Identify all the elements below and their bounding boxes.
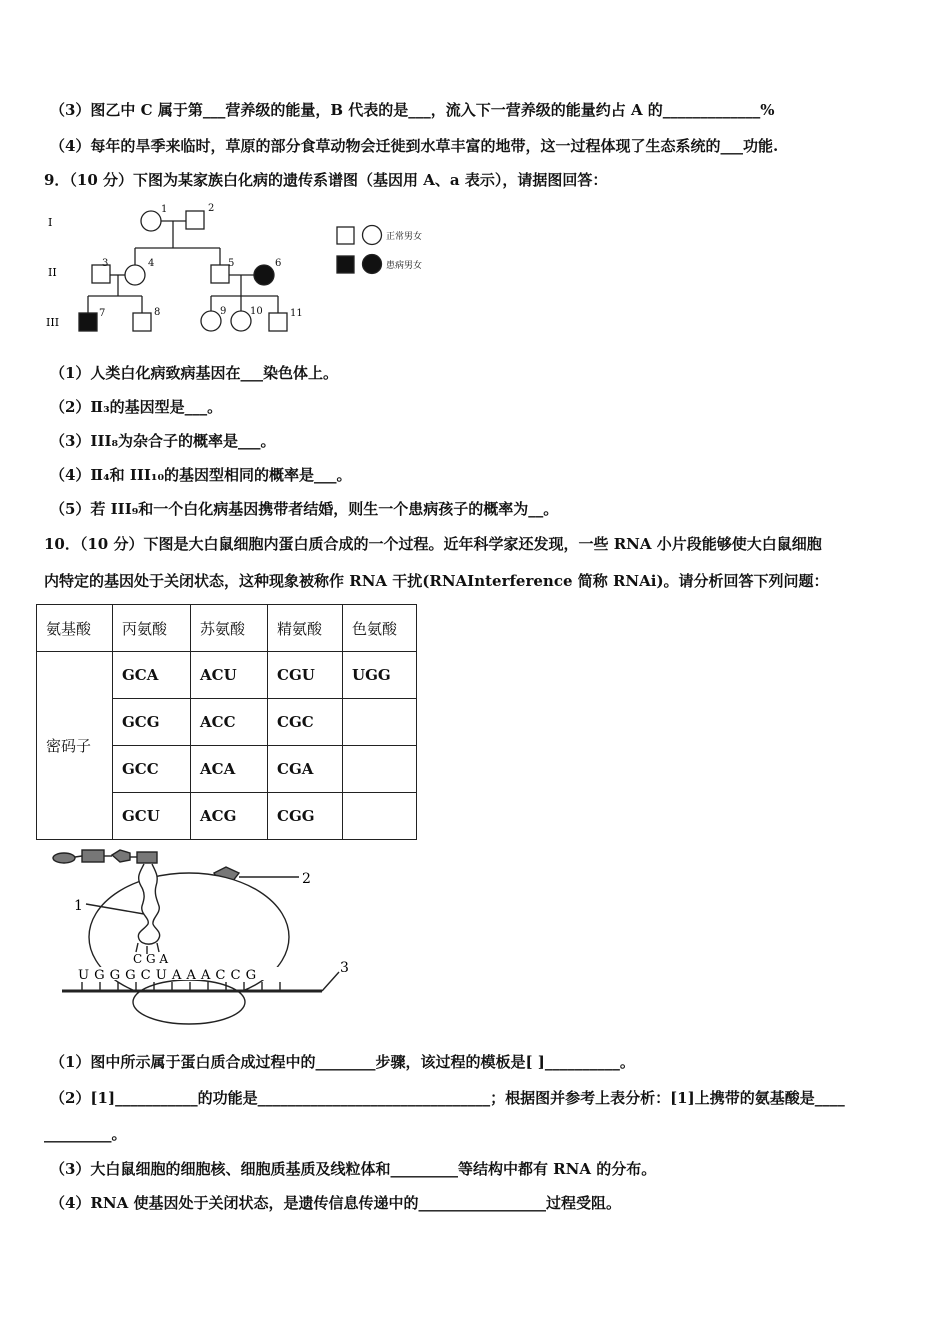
gen-label-ii: II — [48, 266, 57, 279]
header-cell: 色氨酸 — [343, 605, 417, 652]
header-cell: 苏氨酸 — [191, 605, 268, 652]
id-6: 6 — [275, 258, 282, 269]
q9-stem: 9．（10 分）下图为某家族白化病的遗传系谱图（基因用 A、a 表示），请据图回答： — [44, 171, 608, 189]
table-cell: CGG — [268, 793, 343, 840]
table-cell — [343, 699, 417, 746]
q10-part2-continued: _________。 — [44, 1125, 127, 1143]
anticodon-sequence: C G A — [133, 952, 169, 966]
individual-4 — [125, 265, 145, 285]
table-cell — [343, 746, 417, 793]
id-8: 8 — [154, 307, 161, 318]
peptide-amino-acid — [53, 853, 75, 863]
id-2: 2 — [208, 203, 215, 214]
legend-affected-label: 患病男女 — [386, 261, 423, 271]
q9-part2: （2）Ⅱ₃的基因型是___。 — [50, 398, 223, 416]
header-cell: 丙氨酸 — [113, 605, 191, 652]
individual-10 — [231, 311, 251, 331]
q8-part4: （4）每年的旱季来临时，草原的部分食草动物会迁徙到水草丰富的地带，这一过程体现了生态系统的___功能. — [50, 137, 779, 155]
peptide-amino-acid — [82, 850, 104, 862]
table-cell: ACG — [191, 793, 268, 840]
table-cell: CGC — [268, 699, 343, 746]
table-cell: ACU — [191, 652, 268, 699]
legend-normal-label: 正常男女 — [386, 232, 423, 242]
individual-9 — [201, 311, 221, 331]
q9-part3: （3）III₈为杂合子的概率是___。 — [50, 432, 276, 450]
q9-part5: （5）若 III₉和一个白化病基因携带者结婚，则生一个患病孩子的概率为__。 — [50, 500, 559, 518]
peptide-amino-acid — [112, 850, 130, 862]
legend-normal-male — [337, 227, 354, 244]
label-3: 3 — [340, 960, 349, 976]
q9-part1: （1）人类白化病致病基因在___染色体上。 — [50, 364, 338, 382]
legend-normal-female — [363, 226, 382, 245]
individual-7 — [79, 313, 97, 331]
mrna-sequence: U G G G C U A A A C C G — [78, 968, 257, 983]
q10-stem-line1: 10．（10 分）下图是大白鼠细胞内蛋白质合成的一个过程。近年科学家还发现，一些 RNA 小片段能够使大白鼠细胞 — [44, 535, 822, 553]
table-cell: ACC — [191, 699, 268, 746]
individual-1 — [141, 211, 161, 231]
peptide-amino-acid — [137, 852, 157, 863]
table-cell — [343, 793, 417, 840]
q8-part3: （3）图乙中 C 属于第___营养级的能量，B 代表的是___，流入下一营养级的能量约占 A 的_____________% — [50, 101, 775, 119]
individual-8 — [133, 313, 151, 331]
id-7: 7 — [99, 308, 106, 319]
id-5: 5 — [228, 258, 235, 269]
table-row — [37, 652, 417, 699]
id-9: 9 — [220, 306, 227, 317]
label-2: 2 — [302, 871, 311, 887]
q9-part4: （4）Ⅱ₄和 III₁₀的基因型相同的概率是___。 — [50, 466, 352, 484]
codon-table — [36, 604, 417, 840]
id-3: 3 — [102, 258, 109, 269]
q10-part4: （4）RNA 使基因处于关闭状态，是遗传信息传递中的_________________过程受阻。 — [50, 1194, 621, 1212]
ribosome-small-subunit — [133, 980, 245, 1024]
table-cell: CGA — [268, 746, 343, 793]
individual-2 — [186, 211, 204, 229]
id-4: 4 — [148, 258, 155, 269]
legend-affected-male — [337, 256, 354, 273]
id-10: 10 — [250, 306, 263, 317]
header-cell: 精氨酸 — [268, 605, 343, 652]
id-11: 11 — [290, 308, 303, 319]
table-cell: GCA — [113, 652, 191, 699]
q10-stem-line2: 内特定的基因处于关闭状态，这种现象被称作 RNA 干扰(RNAInterference 简称 RNAi)。请分析回答下列问题： — [44, 572, 829, 590]
table-cell: ACA — [191, 746, 268, 793]
row-label-codon: 密码子 — [37, 652, 113, 840]
legend-affected-female — [363, 255, 382, 274]
table-cell: UGG — [343, 652, 417, 699]
table-cell: GCG — [113, 699, 191, 746]
table-cell: CGU — [268, 652, 343, 699]
header-cell: 氨基酸 — [37, 605, 113, 652]
q10-part1: （1）图中所示属于蛋白质合成过程中的________步骤，该过程的模板是[ ]__________。 — [50, 1053, 635, 1071]
table-header-row — [37, 605, 417, 652]
table-cell: GCU — [113, 793, 191, 840]
q10-part3: （3）大白鼠细胞的细胞核、细胞质基质及线粒体和_________等结构中都有 RNA 的分布。 — [50, 1160, 657, 1178]
gen-label-i: I — [48, 216, 53, 229]
label-1: 1 — [74, 898, 83, 914]
individual-11 — [269, 313, 287, 331]
individual-5 — [211, 265, 229, 283]
gen-label-iii: III — [46, 316, 60, 329]
table-cell: GCC — [113, 746, 191, 793]
translation-diagram — [44, 842, 364, 1032]
individual-6 — [254, 265, 274, 285]
q10-part2: （2）[1]___________的功能是_______________________________；根据图并参考上表分析：[1]上携带的氨基酸是____ — [50, 1089, 845, 1107]
pedigree-chart — [40, 196, 460, 346]
id-1: 1 — [161, 204, 168, 215]
